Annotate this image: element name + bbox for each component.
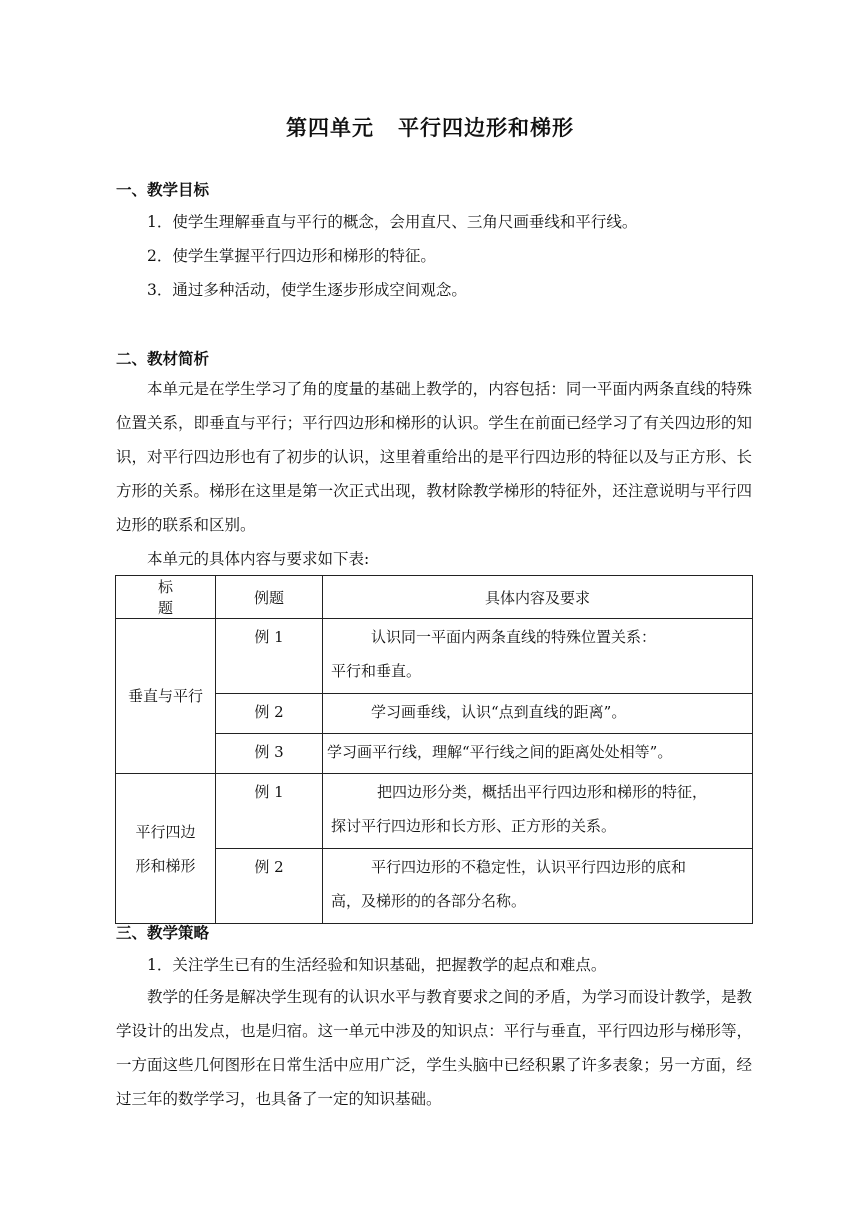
content-table	[115, 575, 753, 924]
goal-item-2: 2．使学生掌握平行四边形和梯形的特征。	[147, 247, 436, 265]
content-cell: 把四边形分类，概括出平行四边形和梯形的特征， 探讨平行四边形和长方形、正方形的关系。	[323, 774, 753, 849]
header-content: 具体内容及要求	[323, 576, 753, 619]
content-cell: 学习画垂线，认识“点到直线的距离”。	[323, 694, 753, 734]
goal-item-3: 3．通过多种活动，使学生逐步形成空间观念。	[147, 281, 467, 299]
section1-heading: 一、教学目标	[116, 181, 210, 199]
example-cell: 例 2	[216, 694, 323, 734]
table-row	[116, 619, 753, 694]
section3-heading: 三、教学策略	[116, 924, 210, 942]
content-cell: 平行四边形的不稳定性，认识平行四边形的底和 高，及梯形的的各部分名称。	[323, 849, 753, 924]
section2-heading: 二、教材简析	[116, 350, 210, 368]
header-title: 标题	[116, 576, 216, 619]
topic-cell: 平行四边 形和梯形	[116, 774, 216, 924]
content-cell: 认识同一平面内两条直线的特殊位置关系： 平行和垂直。	[323, 619, 753, 694]
strategy-paragraph: 教学的任务是解决学生现有的认识水平与教育要求之间的矛盾，为学习而设计教学，是教学设计的出发点，也是归宿。这一单元中涉及的知识点：平行与垂直，平行四边形与梯形等，一方面这些几何图形在日常生活中应用广泛，学生头脑中已经积累了许多表象；另一方面，经过三年的数学学习，也具备了一定的知识基础。	[116, 988, 752, 1108]
page-title	[0, 112, 860, 142]
content-cell: 学习画平行线，理解“平行线之间的距离处处相等”。	[323, 734, 753, 774]
example-cell: 例 1	[216, 774, 323, 849]
table-header-row	[116, 576, 753, 619]
header-example: 例题	[216, 576, 323, 619]
table-row	[116, 774, 753, 849]
example-cell: 例 1	[216, 619, 323, 694]
title-topic: 平行四边形和梯形	[398, 116, 574, 140]
topic-cell: 垂直与平行	[116, 619, 216, 774]
analysis-paragraph: 本单元是在学生学习了角的度量的基础上教学的，内容包括：同一平面内两条直线的特殊位置关系，即垂直与平行；平行四边形和梯形的认识。学生在前面已经学习了有关四边形的知识，对平行四边形也有了初步的认识，这里着重给出的是平行四边形的特征以及与正方形、长方形的关系。梯形在这里是第一次正式出现，教材除教学梯形的特征外，还注意说明与平行四边形的联系和区别。	[116, 380, 752, 534]
goal-item-1: 1．使学生理解垂直与平行的概念，会用直尺、三角尺画垂线和平行线。	[147, 213, 638, 231]
strategy-item-1: 1．关注学生已有的生活经验和知识基础，把握教学的起点和难点。	[147, 956, 607, 974]
table-intro: 本单元的具体内容与要求如下表:	[147, 550, 370, 568]
title-unit: 第四单元	[286, 116, 374, 140]
example-cell: 例 2	[216, 849, 323, 924]
example-cell: 例 3	[216, 734, 323, 774]
